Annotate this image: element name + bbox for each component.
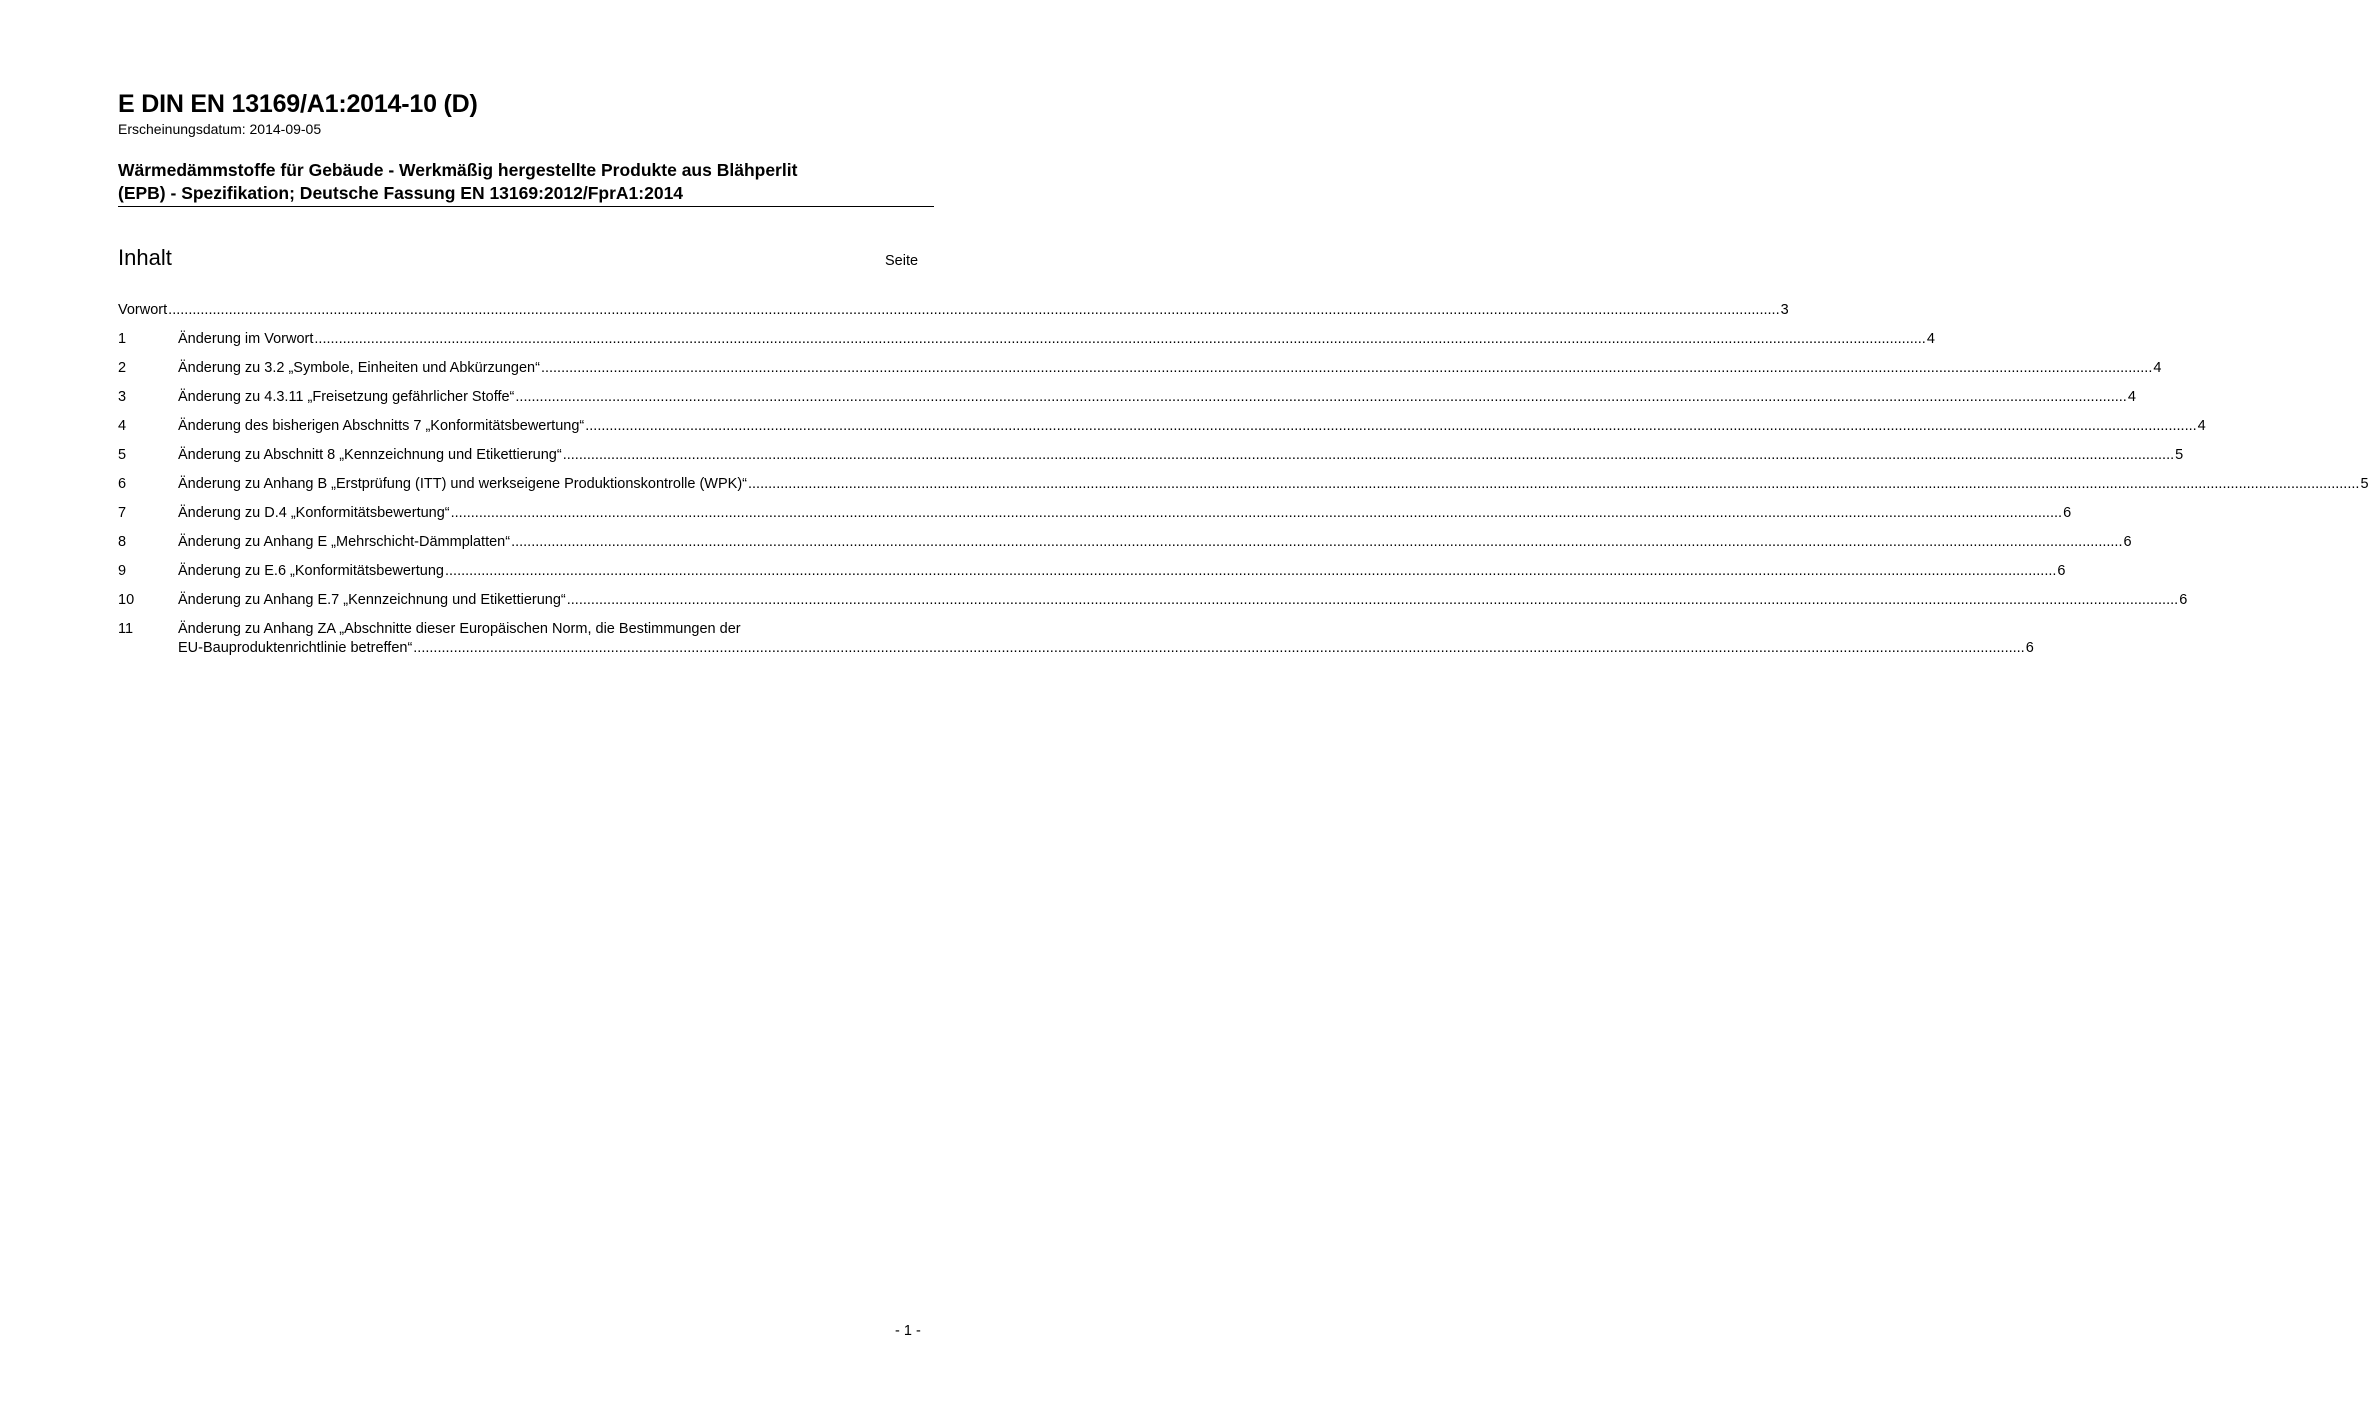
dot-leader: ................................................................................................................................................................................................................................................................................................................................................................................................................ [413, 640, 2025, 656]
toc-entry-number: 10 [118, 592, 135, 608]
toc-entry[interactable] [118, 388, 2136, 417]
toc-entry[interactable] [118, 533, 2132, 562]
dot-leader: ................................................................................................................................................................................................................................................................................................................................................................................................................ [585, 418, 2197, 434]
toc-entry-vorwort[interactable] [118, 301, 1789, 330]
toc-entry[interactable] [118, 330, 1935, 359]
toc-entry-number: 11 [118, 621, 134, 637]
title-divider [118, 206, 934, 207]
toc-entry-text: Änderung zu Anhang ZA „Abschnitte dieser Europäischen Norm, die Bestimmungen der [178, 621, 741, 637]
toc-entry-number: 3 [118, 389, 127, 405]
document-id: E DIN EN 13169/A1:2014-10 (D) [118, 90, 478, 118]
table-of-contents [118, 301, 2369, 660]
toc-entry-number: 5 [118, 447, 127, 463]
toc-entry-text: Änderung zu Abschnitt 8 „Kennzeichnung und Etikettierung“ [178, 447, 562, 463]
toc-entry-text: Änderung des bisherigen Abschnitts 7 „Konformitätsbewertung“ [178, 418, 585, 434]
page-column-label: Seite [885, 253, 919, 269]
toc-entry[interactable] [118, 562, 2066, 591]
document-title-line: Wärmedämmstoffe für Gebäude - Werkmäßig hergestellte Produkte aus Blähperlit [118, 160, 798, 180]
dot-leader: ................................................................................................................................................................................................................................................................................................................................................................................................................ [515, 389, 2127, 405]
toc-entry[interactable] [118, 417, 2206, 446]
toc-entry-page: 4 [2153, 360, 2162, 376]
dot-leader: ................................................................................................................................................................................................................................................................................................................................................................................................................ [562, 447, 2175, 463]
dot-leader: ................................................................................................................................................................................................................................................................................................................................................................................................................ [450, 505, 2063, 521]
toc-entry-number: 6 [118, 476, 127, 492]
toc-entry-text: Vorwort [118, 302, 168, 318]
toc-entry-page: 4 [2197, 418, 2206, 434]
page-number: - 1 - [895, 1323, 921, 1339]
toc-entry-number: 8 [118, 534, 127, 550]
publication-date: Erscheinungsdatum: 2014-09-05 [118, 121, 322, 137]
dot-leader: ................................................................................................................................................................................................................................................................................................................................................................................................................ [511, 534, 2123, 550]
toc-entry-text: Änderung zu Anhang B „Erstprüfung (ITT) und werkseigene Produktionskontrolle (WPK)“ [178, 476, 747, 492]
toc-entry-text: Änderung zu 4.3.11 „Freisetzung gefährlicher Stoffe“ [178, 389, 515, 405]
toc-entry[interactable] [118, 504, 2072, 533]
toc-entry-text: EU-Bauproduktenrichtlinie betreffen“ [178, 640, 413, 656]
toc-entry-text: Änderung zu D.4 „Konformitätsbewertung“ [178, 505, 450, 521]
toc-entry-text: Änderung zu Anhang E.7 „Kennzeichnung und Etikettierung“ [178, 592, 566, 608]
toc-entry-page: 4 [1926, 331, 1935, 347]
toc-entry[interactable] [118, 446, 2184, 475]
toc-entry-page: 6 [2025, 640, 2034, 656]
toc-entry-number: 4 [118, 418, 127, 434]
dot-leader: ................................................................................................................................................................................................................................................................................................................................................................................................................ [748, 476, 2360, 492]
toc-entry-page: 6 [2063, 505, 2072, 521]
document-title [118, 159, 918, 205]
toc-entry-page: 5 [2175, 447, 2184, 463]
toc-entry-number: 2 [118, 360, 127, 376]
dot-leader: ................................................................................................................................................................................................................................................................................................................................................................................................................ [444, 563, 2057, 579]
toc-entry[interactable] [118, 620, 2034, 660]
dot-leader: ................................................................................................................................................................................................................................................................................................................................................................................................................ [314, 331, 1926, 347]
toc-entry-page: 6 [2179, 592, 2188, 608]
toc-entry-page: 5 [2360, 476, 2369, 492]
dot-leader: ................................................................................................................................................................................................................................................................................................................................................................................................................ [540, 360, 2153, 376]
toc-entry-text: Änderung im Vorwort [178, 331, 314, 347]
toc-entry-page: 6 [2057, 563, 2066, 579]
toc-entry[interactable] [118, 591, 2188, 620]
toc-entry-text: Änderung zu Anhang E „Mehrschicht-Dämmplatten“ [178, 534, 511, 550]
toc-entry-text: Änderung zu E.6 „Konformitätsbewertung [178, 563, 444, 579]
toc-entry-page: 4 [2127, 389, 2136, 405]
toc-heading: Inhalt [118, 245, 172, 270]
toc-entry-number: 7 [118, 505, 127, 521]
toc-entry[interactable] [118, 359, 2162, 388]
dot-leader: ................................................................................................................................................................................................................................................................................................................................................................................................................ [566, 592, 2179, 608]
dot-leader: ................................................................................................................................................................................................................................................................................................................................................................................................................ [168, 302, 1780, 318]
document-title-line: (EPB) - Spezifikation; Deutsche Fassung EN 13169:2012/FprA1:2014 [118, 183, 684, 203]
toc-entry-text: Änderung zu 3.2 „Symbole, Einheiten und Abkürzungen“ [178, 360, 540, 376]
toc-entry-number: 1 [118, 331, 127, 347]
toc-entry-page: 3 [1780, 302, 1789, 318]
toc-entry-number: 9 [118, 563, 127, 579]
toc-entry[interactable] [118, 475, 2369, 504]
toc-entry-page: 6 [2123, 534, 2132, 550]
